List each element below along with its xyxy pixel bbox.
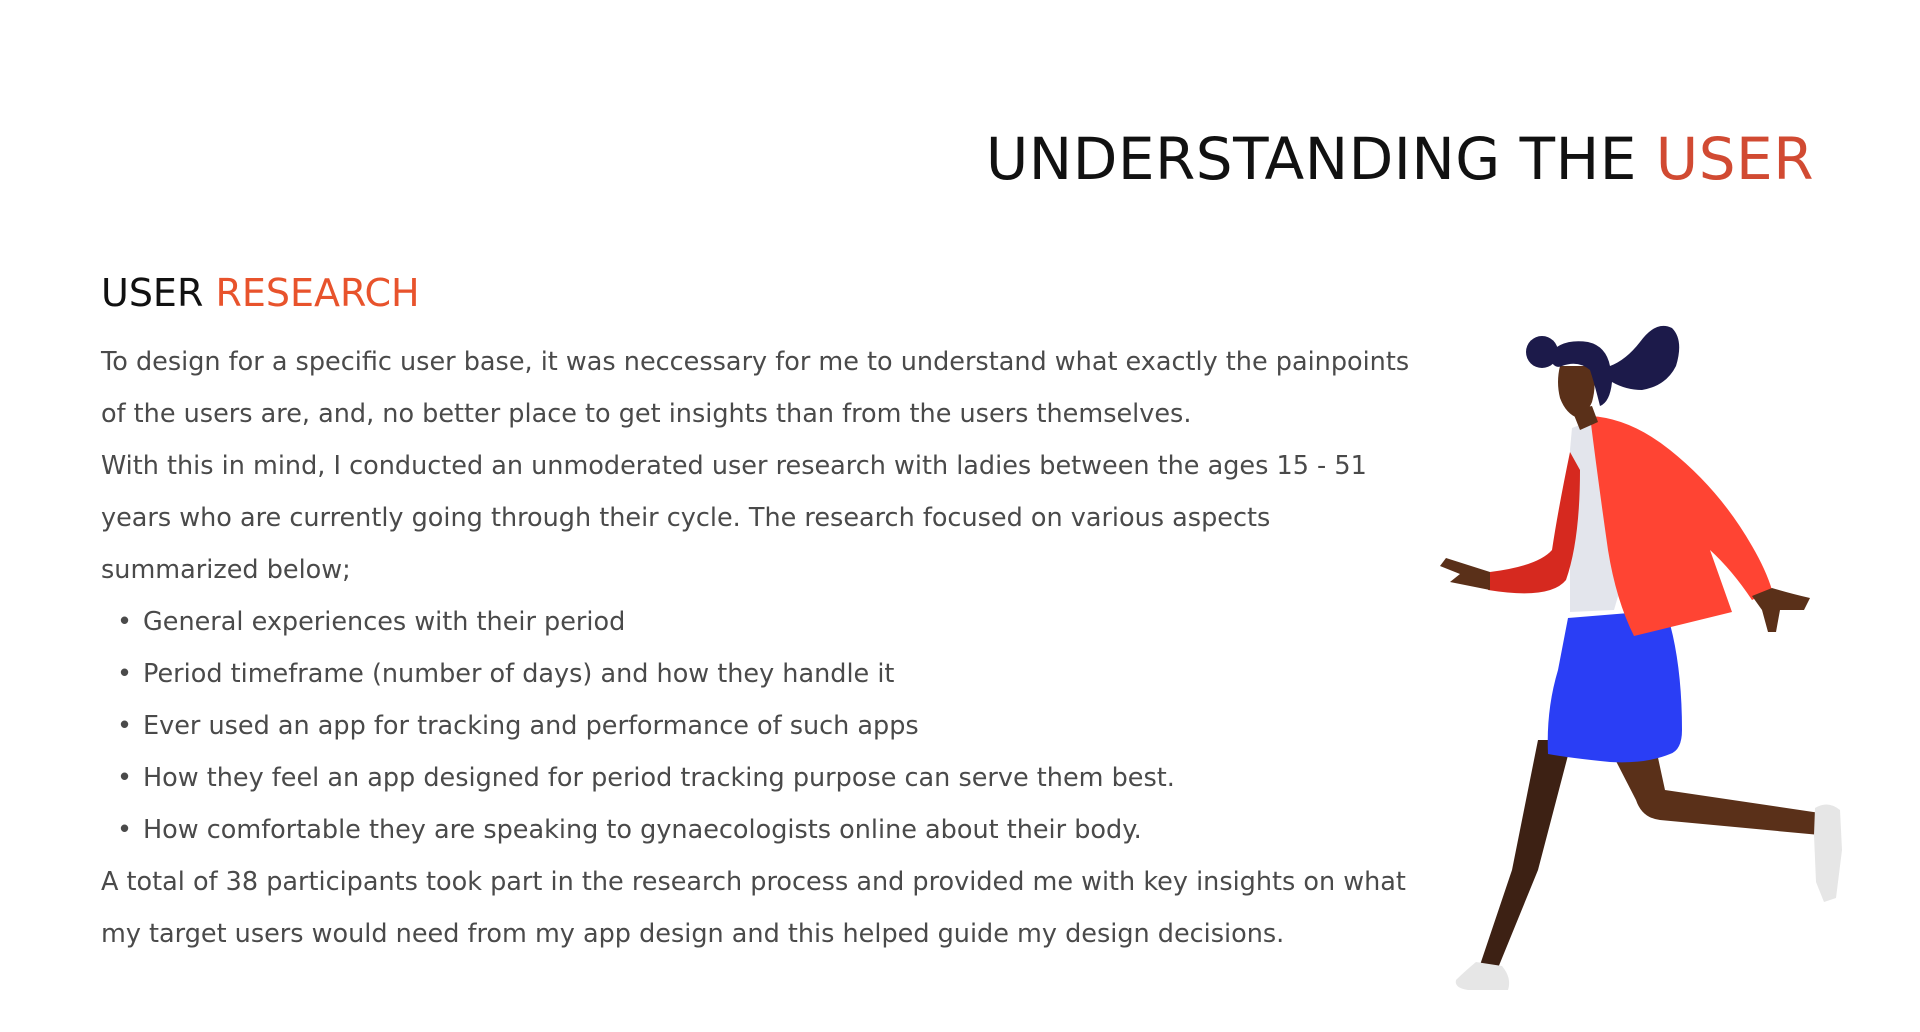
back-hand — [1440, 558, 1490, 590]
bullet-icon: • — [117, 814, 133, 845]
section-title-main: USER — [101, 271, 216, 315]
intro-line: To design for a specific user base, it was neccessary for me to understand what exactly the painpoints — [101, 346, 1410, 377]
list-item — [101, 804, 1401, 856]
list-item-text: Ever used an app for tracking and performance of such apps — [143, 710, 919, 741]
intro-line: of the users are, and, no better place to get insights than from the users themselves. — [101, 398, 1192, 429]
research-aspects-list — [101, 596, 1401, 856]
list-item — [101, 596, 1401, 648]
list-item — [101, 648, 1401, 700]
section-title-accent: RESEARCH — [215, 271, 420, 315]
back-leg — [1480, 740, 1572, 968]
intro-paragraph — [101, 336, 1410, 596]
list-item — [101, 700, 1401, 752]
bullet-icon: • — [117, 762, 133, 793]
list-item-text: How comfortable they are speaking to gynaecologists online about their body. — [143, 814, 1142, 845]
closing-paragraph — [101, 856, 1406, 960]
section-title — [101, 272, 1401, 316]
back-shoe-icon — [1456, 962, 1509, 990]
jacket — [1590, 416, 1772, 636]
walking-woman-illustration — [1420, 310, 1900, 1000]
bullet-icon: • — [117, 606, 133, 637]
user-research-section — [101, 271, 1410, 960]
page-title — [985, 125, 1814, 193]
intro-line: summarized below; — [101, 554, 351, 585]
closing-line: my target users would need from my app design and this helped guide my design decisions. — [101, 918, 1285, 949]
intro-line: years who are currently going through their cycle. The research focused on various aspects — [101, 502, 1271, 533]
hair-bun — [1526, 336, 1558, 368]
page-title-accent: USER — [1655, 125, 1814, 193]
bullet-icon: • — [117, 658, 133, 689]
closing-line: A total of 38 participants took part in the research process and provided me with key insights on what — [101, 866, 1406, 897]
back-arm — [1488, 452, 1580, 593]
intro-line: With this in mind, I conducted an unmoderated user research with ladies between the ages 15 - 51 — [101, 450, 1367, 481]
skirt — [1548, 610, 1682, 762]
list-item-text: General experiences with their period — [143, 606, 626, 637]
front-shoe-icon — [1814, 804, 1842, 902]
list-item-text: Period timeframe (number of days) and how they handle it — [143, 658, 895, 689]
list-item — [101, 752, 1401, 804]
page-title-main: UNDERSTANDING THE — [985, 125, 1656, 193]
front-hand — [1752, 588, 1810, 632]
list-item-text: How they feel an app designed for period tracking purpose can serve them best. — [143, 762, 1175, 793]
bullet-icon: • — [117, 710, 133, 741]
